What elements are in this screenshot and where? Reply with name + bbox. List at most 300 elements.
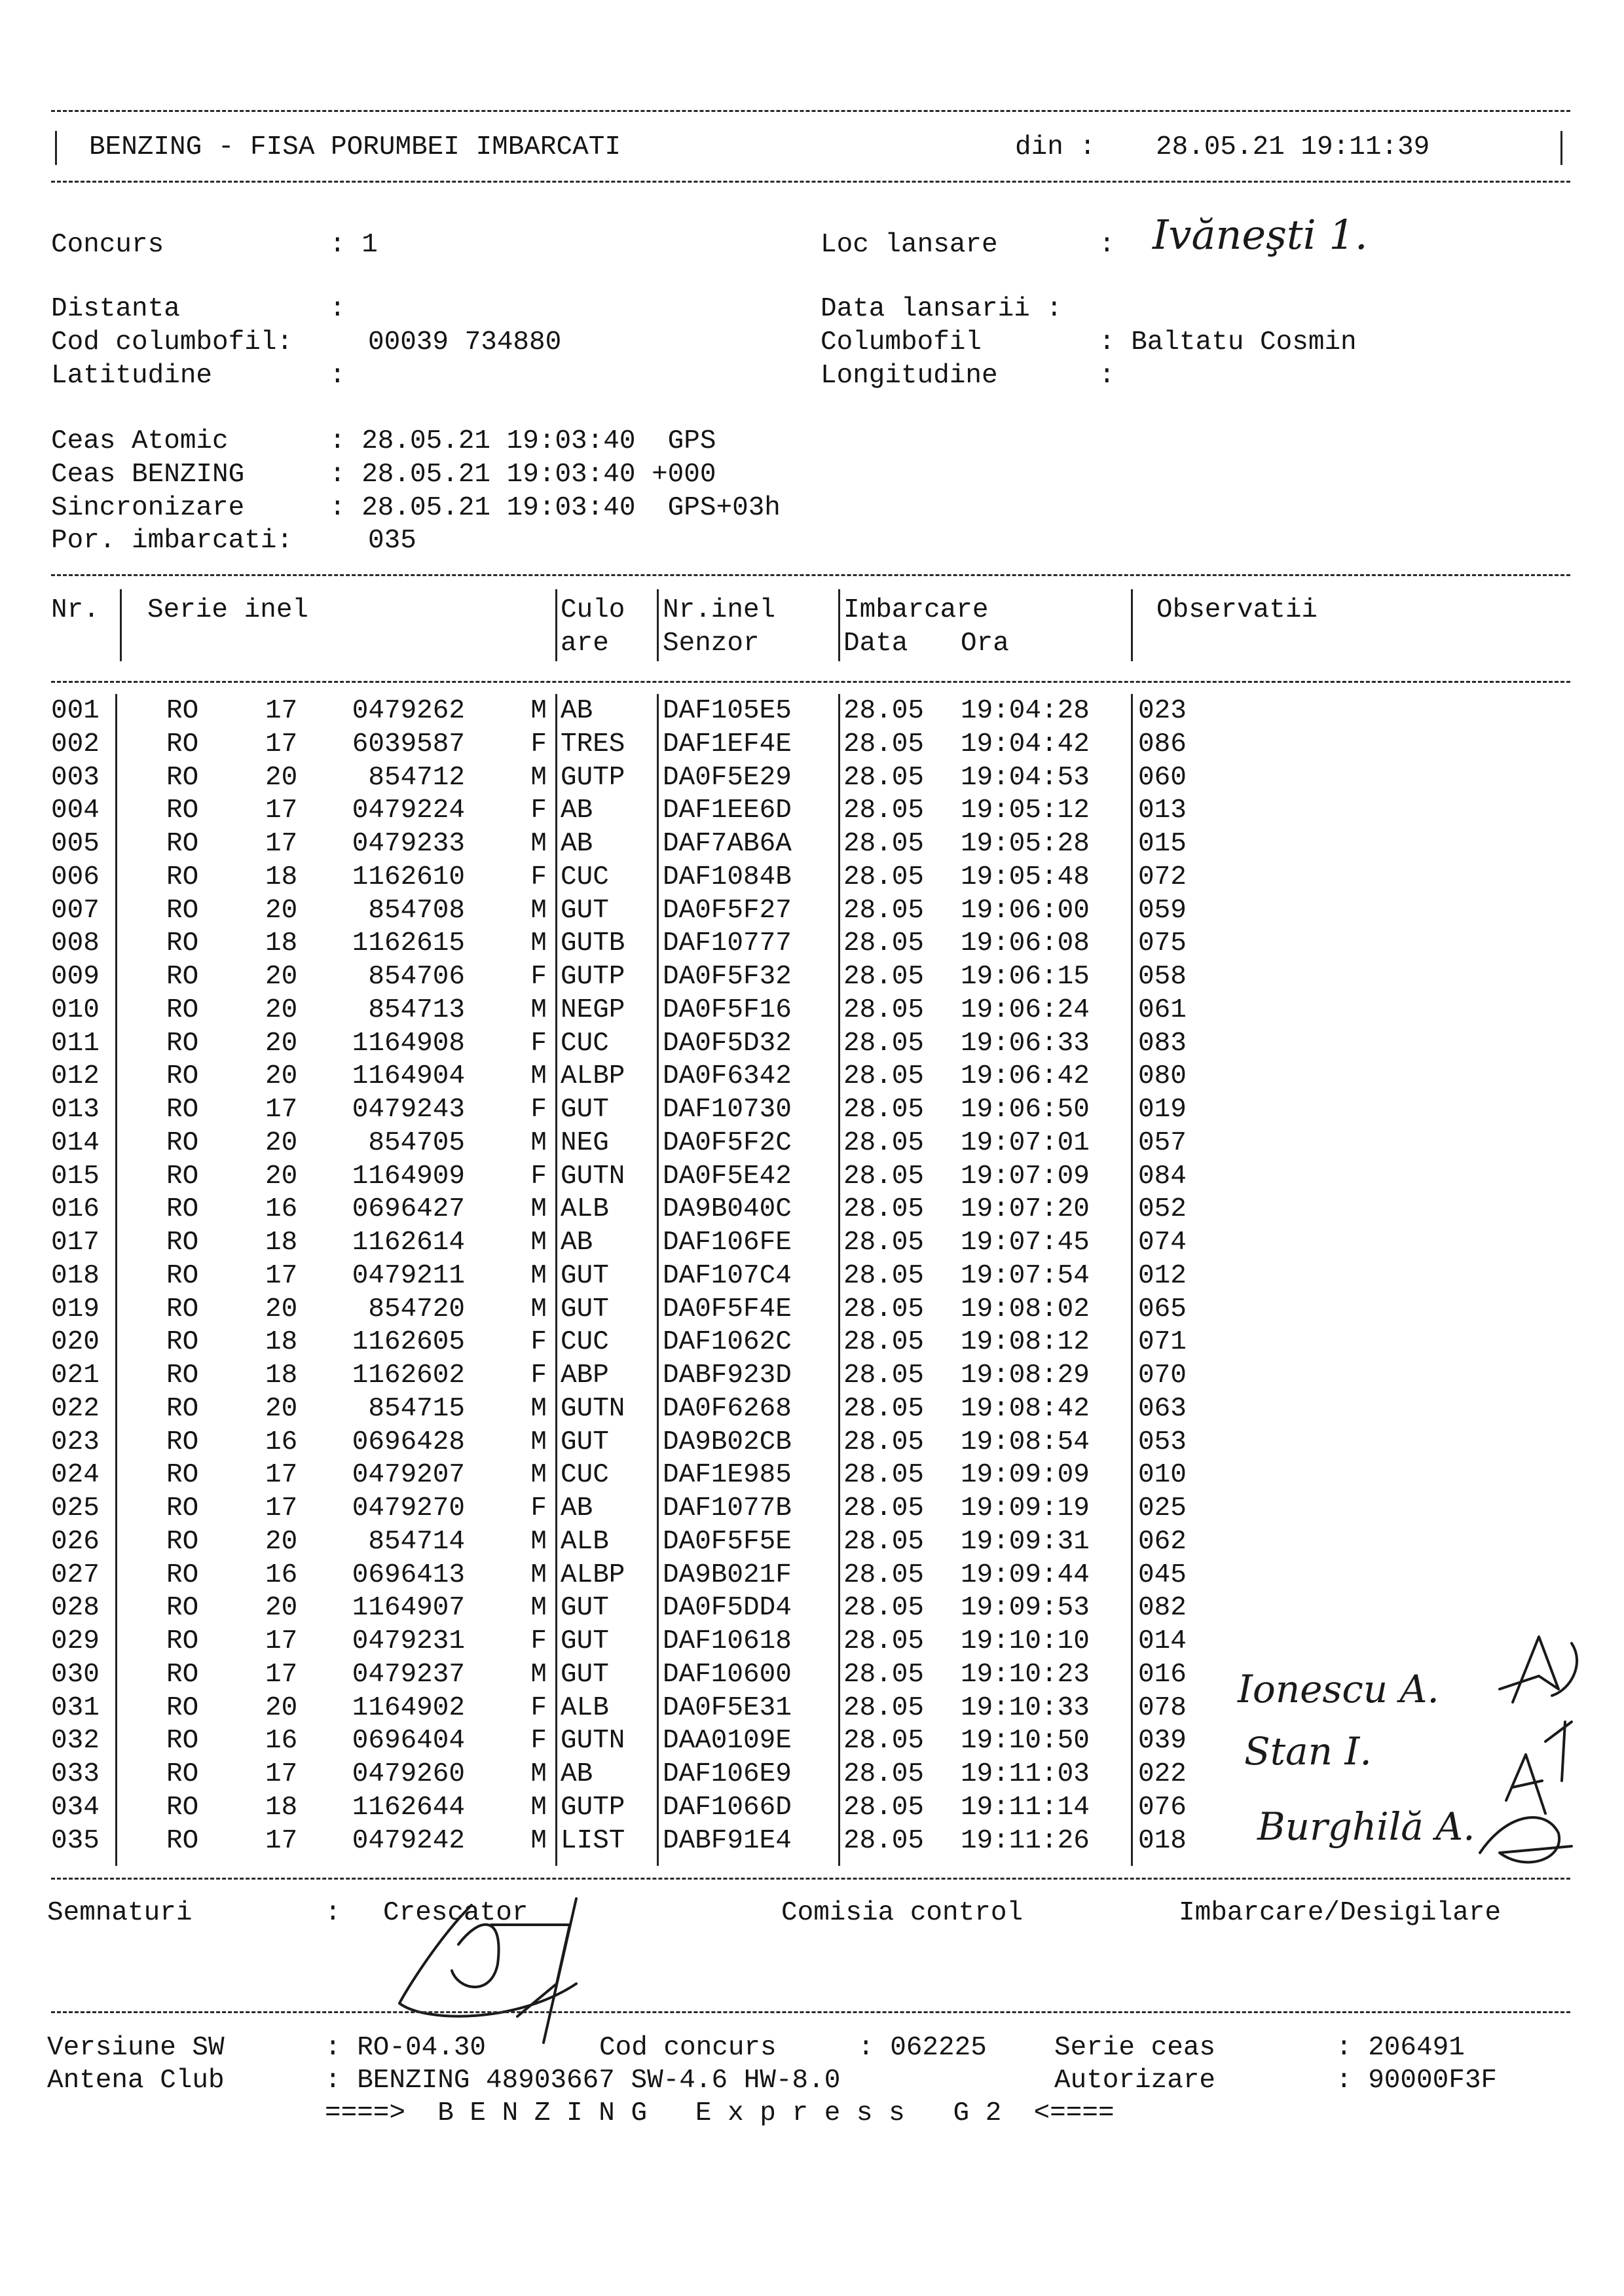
cell-nr: 025 (51, 1493, 100, 1523)
table-row (0, 831, 1624, 864)
cell-sex: M (530, 829, 547, 859)
cell-ora: 19:09:44 (961, 1559, 1090, 1590)
cell-senzor: DA0F6342 (663, 1061, 792, 1092)
col-header-observatii: Observatii (1156, 595, 1318, 625)
cell-ora: 19:08:02 (961, 1294, 1090, 1324)
cell-data: 28.05 (843, 1792, 925, 1823)
concurs-value: : 1 (329, 230, 378, 260)
loc-lansare-handwritten (1153, 203, 1428, 268)
cell-obs: 013 (1138, 795, 1187, 826)
cell-nr: 007 (51, 895, 100, 926)
cell-data: 28.05 (843, 928, 925, 959)
cell-obs: 010 (1138, 1460, 1187, 1491)
cell-nr: 033 (51, 1759, 100, 1789)
cell-an: 20 (265, 1161, 298, 1192)
cell-senzor: DAF107C4 (663, 1260, 792, 1291)
cell-senzor: DAF106FE (663, 1228, 792, 1258)
ceas-benzing-label: Ceas BENZING (51, 460, 245, 490)
cell-senzor: DAF105E5 (663, 696, 792, 726)
cell-senzor: DAF7AB6A (663, 829, 792, 859)
cell-obs: 053 (1138, 1427, 1187, 1457)
cell-culoare: GUTB (561, 928, 625, 959)
autorizare-value: : 90000F3F (1336, 2066, 1498, 2096)
table-header-rule (51, 681, 1570, 683)
cell-tara: RO (166, 762, 199, 793)
cell-inel: 1162602 (352, 1360, 465, 1391)
cell-sex: F (530, 729, 547, 759)
cell-data: 28.05 (843, 994, 925, 1025)
cell-ora: 19:06:00 (961, 895, 1090, 926)
cell-inel: 1164908 (352, 1028, 465, 1059)
cell-culoare: AB (561, 1759, 593, 1789)
cell-an: 20 (265, 1294, 298, 1324)
cell-senzor: DABF91E4 (663, 1825, 792, 1856)
table-bottom-rule (51, 1878, 1570, 1880)
cell-an: 20 (265, 962, 298, 992)
cell-obs: 082 (1138, 1593, 1187, 1624)
cell-an: 18 (265, 1360, 298, 1391)
table-row (0, 797, 1624, 830)
table-row (0, 1063, 1624, 1096)
cell-senzor: DAF10600 (663, 1659, 792, 1690)
cell-culoare: CUC (561, 1327, 609, 1358)
cell-senzor: DAF1062C (663, 1327, 792, 1358)
cell-an: 17 (265, 1626, 298, 1656)
cell-senzor: DA0F5D32 (663, 1028, 792, 1059)
porumbei-imbarcati-label: Por. imbarcati: (51, 526, 293, 556)
cell-an: 17 (265, 1493, 298, 1523)
cell-sex: M (530, 1061, 547, 1092)
cell-culoare: AB (561, 829, 593, 859)
cell-nr: 020 (51, 1327, 100, 1358)
cell-tara: RO (166, 1726, 199, 1757)
cell-an: 18 (265, 1792, 298, 1823)
cell-inel: 0479243 (352, 1095, 465, 1125)
antena-club-label: Antena Club (47, 2066, 225, 2096)
cell-culoare: AB (561, 696, 593, 726)
cell-an: 17 (265, 1659, 298, 1690)
cell-obs: 025 (1138, 1493, 1187, 1523)
serie-ceas-value: : 206491 (1336, 2033, 1465, 2063)
col-header-culo: Culo (561, 595, 625, 625)
cell-culoare: NEG (561, 1127, 609, 1158)
cell-culoare: GUT (561, 1095, 609, 1125)
cell-sex: M (530, 1260, 547, 1291)
cell-tara: RO (166, 862, 199, 892)
cell-senzor: DA9B021F (663, 1559, 792, 1590)
cell-ora: 19:06:24 (961, 994, 1090, 1025)
loc-lansare-colon: : (1099, 230, 1115, 260)
cell-data: 28.05 (843, 1360, 925, 1391)
porumbei-imbarcati-value: 035 (368, 526, 416, 556)
cell-obs: 083 (1138, 1028, 1187, 1059)
cell-an: 17 (265, 1759, 298, 1789)
cell-inel: 0479233 (352, 829, 465, 859)
cell-ora: 19:06:42 (961, 1061, 1090, 1092)
cell-data: 28.05 (843, 1559, 925, 1590)
header-divider (120, 589, 122, 661)
cell-ora: 19:04:42 (961, 729, 1090, 759)
cell-sex: M (530, 1792, 547, 1823)
cell-tara: RO (166, 962, 199, 992)
cell-obs: 078 (1138, 1692, 1187, 1723)
versiune-sw-value: : RO-04.30 (325, 2033, 487, 2063)
sincronizare-label: Sincronizare (51, 493, 245, 523)
cell-culoare: GUTP (561, 1792, 625, 1823)
cell-tara: RO (166, 1692, 199, 1723)
cell-sex: M (530, 696, 547, 726)
header-divider (838, 589, 840, 661)
cell-culoare: AB (561, 1228, 593, 1258)
cell-senzor: DAA0109E (663, 1726, 792, 1757)
cell-sex: F (530, 1360, 547, 1391)
cell-sex: M (530, 1460, 547, 1491)
cell-culoare: ALB (561, 1194, 609, 1225)
cell-data: 28.05 (843, 829, 925, 859)
cell-obs: 058 (1138, 962, 1187, 992)
cod-columbofil-value: 00039 734880 (368, 327, 562, 357)
cell-tara: RO (166, 1659, 199, 1690)
cell-ora: 19:10:33 (961, 1692, 1090, 1723)
columbofil-value: : Baltatu Cosmin (1099, 327, 1357, 357)
cell-sex: M (530, 1127, 547, 1158)
cell-inel: 0696428 (352, 1427, 465, 1457)
cell-senzor: DAF1E985 (663, 1460, 792, 1491)
cell-ora: 19:08:54 (961, 1427, 1090, 1457)
table-row (0, 1526, 1624, 1561)
cell-ora: 19:07:45 (961, 1228, 1090, 1258)
cell-culoare: GUT (561, 1294, 609, 1324)
cell-data: 28.05 (843, 729, 925, 759)
distanta-value: : (329, 294, 346, 324)
cell-obs: 074 (1138, 1228, 1187, 1258)
cell-an: 17 (265, 729, 298, 759)
cell-nr: 024 (51, 1460, 100, 1491)
cod-concurs-value: : 062225 (858, 2033, 987, 2063)
cell-tara: RO (166, 994, 199, 1025)
cell-nr: 014 (51, 1127, 100, 1158)
cell-tara: RO (166, 1095, 199, 1125)
cell-senzor: DAF10730 (663, 1095, 792, 1125)
cell-senzor: DABF923D (663, 1360, 792, 1391)
cell-data: 28.05 (843, 795, 925, 826)
table-row (0, 698, 1624, 731)
cell-culoare: GUTN (561, 1726, 625, 1757)
table-row (0, 762, 1624, 797)
cell-tara: RO (166, 928, 199, 959)
cell-data: 28.05 (843, 1726, 925, 1757)
cell-obs: 059 (1138, 895, 1187, 926)
cell-nr: 035 (51, 1825, 100, 1856)
cell-sex: F (530, 1493, 547, 1523)
cell-nr: 010 (51, 994, 100, 1025)
footer-top-rule (51, 2011, 1570, 2013)
cell-data: 28.05 (843, 1825, 925, 1856)
cell-culoare: GUT (561, 1427, 609, 1457)
cell-obs: 071 (1138, 1327, 1187, 1358)
col-header-nrinel: Nr.inel (663, 595, 776, 625)
cell-obs: 080 (1138, 1061, 1187, 1092)
cell-data: 28.05 (843, 1327, 925, 1358)
col-header-nr: Nr. (51, 595, 100, 625)
cell-nr: 026 (51, 1526, 100, 1557)
cell-nr: 019 (51, 1294, 100, 1324)
cell-inel: 0479260 (352, 1759, 465, 1789)
cell-an: 20 (265, 1028, 298, 1059)
cell-culoare: ALB (561, 1692, 609, 1723)
cell-ora: 19:08:29 (961, 1360, 1090, 1391)
cell-sex: M (530, 1294, 547, 1324)
cell-sex: M (530, 1593, 547, 1624)
table-row (0, 1595, 1624, 1628)
cell-obs: 057 (1138, 1127, 1187, 1158)
cell-inel: 854720 (368, 1294, 465, 1324)
cell-tara: RO (166, 729, 199, 759)
cell-nr: 030 (51, 1659, 100, 1690)
col-header-ora: Ora (961, 629, 1009, 659)
table-row (0, 1163, 1624, 1196)
table-row (0, 1329, 1624, 1362)
cell-senzor: DA0F5E29 (663, 762, 792, 793)
cell-obs: 012 (1138, 1260, 1187, 1291)
handwritten-name: Burghilă A. (1257, 1804, 1475, 1849)
cell-sex: F (530, 962, 547, 992)
cell-an: 16 (265, 1726, 298, 1757)
cell-sex: M (530, 1825, 547, 1856)
cell-data: 28.05 (843, 1526, 925, 1557)
cod-concurs-label: Cod concurs (599, 2033, 777, 2063)
cell-culoare: GUTP (561, 762, 625, 793)
cell-inel: 1164902 (352, 1692, 465, 1723)
cell-culoare: AB (561, 795, 593, 826)
cell-sex: M (530, 928, 547, 959)
cell-ora: 19:09:19 (961, 1493, 1090, 1523)
cell-obs: 063 (1138, 1393, 1187, 1424)
print-timestamp: 28.05.21 19:11:39 (1156, 132, 1430, 162)
cell-obs: 052 (1138, 1194, 1187, 1225)
cell-sex: F (530, 1327, 547, 1358)
cell-ora: 19:05:48 (961, 862, 1090, 892)
cell-nr: 023 (51, 1427, 100, 1457)
cell-inel: 0479242 (352, 1825, 465, 1856)
cell-data: 28.05 (843, 762, 925, 793)
cell-nr: 021 (51, 1360, 100, 1391)
cell-tara: RO (166, 1825, 199, 1856)
cell-culoare: ALBP (561, 1559, 625, 1590)
cell-obs: 015 (1138, 829, 1187, 859)
cell-tara: RO (166, 1792, 199, 1823)
longitudine-label: Longitudine (821, 361, 998, 391)
table-row (0, 1196, 1624, 1229)
cell-obs: 039 (1138, 1726, 1187, 1757)
cell-inel: 1162605 (352, 1327, 465, 1358)
cell-senzor: DAF10618 (663, 1626, 792, 1656)
table-row (0, 964, 1624, 996)
cell-culoare: CUC (561, 862, 609, 892)
cell-ora: 19:07:01 (961, 1127, 1090, 1158)
latitudine-value: : (329, 361, 346, 391)
cell-senzor: DA0F5F32 (663, 962, 792, 992)
ceas-atomic-value: : 28.05.21 19:03:40 GPS (329, 426, 716, 456)
cell-sex: M (530, 1559, 547, 1590)
cell-senzor: DA0F5DD4 (663, 1593, 792, 1624)
cell-data: 28.05 (843, 1161, 925, 1192)
cell-obs: 014 (1138, 1626, 1187, 1656)
cell-inel: 854706 (368, 962, 465, 992)
cell-data: 28.05 (843, 895, 925, 926)
cell-an: 18 (265, 1327, 298, 1358)
cell-ora: 19:06:08 (961, 928, 1090, 959)
cell-ora: 19:10:23 (961, 1659, 1090, 1690)
cell-data: 28.05 (843, 1393, 925, 1424)
table-row (0, 1495, 1624, 1528)
cell-senzor: DA0F5F27 (663, 895, 792, 926)
cell-senzor: DAF10777 (663, 928, 792, 959)
cell-ora: 19:11:26 (961, 1825, 1090, 1856)
cell-inel: 0696413 (352, 1559, 465, 1590)
cell-an: 16 (265, 1194, 298, 1225)
cell-nr: 009 (51, 962, 100, 992)
cell-tara: RO (166, 1061, 199, 1092)
cell-an: 18 (265, 928, 298, 959)
cell-culoare: GUTN (561, 1161, 625, 1192)
cell-senzor: DAF106E9 (663, 1759, 792, 1789)
cell-an: 18 (265, 862, 298, 892)
cell-culoare: LIST (561, 1825, 625, 1856)
table-row (0, 731, 1624, 764)
cell-culoare: GUTP (561, 962, 625, 992)
cell-nr: 032 (51, 1726, 100, 1757)
cell-an: 17 (265, 829, 298, 859)
table-row (0, 1296, 1624, 1329)
columbofil-label: Columbofil (821, 327, 982, 357)
cell-nr: 028 (51, 1593, 100, 1624)
cell-senzor: DA0F6268 (663, 1393, 792, 1424)
cell-nr: 002 (51, 729, 100, 759)
cell-data: 28.05 (843, 1127, 925, 1158)
cell-an: 16 (265, 1559, 298, 1590)
table-row (0, 1230, 1624, 1262)
cell-ora: 19:06:50 (961, 1095, 1090, 1125)
autorizare-label: Autorizare (1054, 2066, 1216, 2096)
cell-inel: 1164904 (352, 1061, 465, 1092)
cell-data: 28.05 (843, 862, 925, 892)
cell-senzor: DA0F5F2C (663, 1127, 792, 1158)
cell-culoare: CUC (561, 1028, 609, 1059)
din-label: din : (1015, 132, 1096, 162)
cell-inel: 854713 (368, 994, 465, 1025)
cell-obs: 072 (1138, 862, 1187, 892)
cell-sex: M (530, 1659, 547, 1690)
cell-sex: F (530, 795, 547, 826)
cell-an: 17 (265, 1095, 298, 1125)
cell-culoare: TRES (561, 729, 625, 759)
cell-tara: RO (166, 1393, 199, 1424)
cell-obs: 084 (1138, 1161, 1187, 1192)
cell-data: 28.05 (843, 1493, 925, 1523)
cell-tara: RO (166, 1460, 199, 1491)
cell-tara: RO (166, 795, 199, 826)
cell-ora: 19:05:12 (961, 795, 1090, 826)
table-row (0, 1127, 1624, 1163)
col-header-serie: Serie inel (147, 595, 309, 625)
cell-an: 20 (265, 1127, 298, 1158)
cell-inel: 6039587 (352, 729, 465, 759)
versiune-sw-label: Versiune SW (47, 2033, 225, 2063)
cell-senzor: DAF1084B (663, 862, 792, 892)
cell-tara: RO (166, 895, 199, 926)
cell-inel: 0479231 (352, 1626, 465, 1656)
cell-an: 20 (265, 1061, 298, 1092)
cell-obs: 022 (1138, 1759, 1187, 1789)
table-top-rule (51, 574, 1570, 576)
cell-data: 28.05 (843, 1028, 925, 1059)
cell-an: 20 (265, 1393, 298, 1424)
cell-sex: M (530, 1194, 547, 1225)
table-row (0, 1559, 1624, 1595)
cell-ora: 19:06:15 (961, 962, 1090, 992)
cell-inel: 0479270 (352, 1493, 465, 1523)
cell-obs: 018 (1138, 1825, 1187, 1856)
ceas-atomic-label: Ceas Atomic (51, 426, 229, 456)
cell-data: 28.05 (843, 1194, 925, 1225)
cell-tara: RO (166, 696, 199, 726)
cell-sex: F (530, 1095, 547, 1125)
cell-nr: 003 (51, 762, 100, 793)
header-right-bar (1560, 131, 1562, 165)
cell-data: 28.05 (843, 1427, 925, 1457)
cell-sex: F (530, 1028, 547, 1059)
cell-inel: 1162644 (352, 1792, 465, 1823)
cell-ora: 19:09:09 (961, 1460, 1090, 1491)
cell-data: 28.05 (843, 1460, 925, 1491)
comisia-control-label: Comisia control (781, 1898, 1024, 1928)
cell-tara: RO (166, 1593, 199, 1624)
cell-tara: RO (166, 1526, 199, 1557)
cell-an: 20 (265, 1593, 298, 1624)
cell-sex: M (530, 1526, 547, 1557)
cell-inel: 0696427 (352, 1194, 465, 1225)
cell-data: 28.05 (843, 1593, 925, 1624)
cell-an: 16 (265, 1427, 298, 1457)
cell-inel: 0479211 (352, 1260, 465, 1291)
cell-ora: 19:08:42 (961, 1393, 1090, 1424)
cell-culoare: NEGP (561, 994, 625, 1025)
cell-nr: 008 (51, 928, 100, 959)
cell-tara: RO (166, 1327, 199, 1358)
cell-sex: F (530, 1161, 547, 1192)
cell-nr: 031 (51, 1692, 100, 1723)
table-row (0, 864, 1624, 897)
benzing-brand-line: ====> B E N Z I N G E x p r e s s G 2 <==== (325, 2098, 1115, 2128)
cell-culoare: CUC (561, 1460, 609, 1491)
cell-an: 18 (265, 1228, 298, 1258)
cell-obs: 045 (1138, 1559, 1187, 1590)
header-divider (657, 589, 659, 661)
top-rule (51, 110, 1570, 112)
cell-ora: 19:08:12 (961, 1327, 1090, 1358)
handwritten-name: Ionescu A. (1238, 1667, 1439, 1711)
data-lansarii-label: Data lansarii : (821, 294, 1063, 324)
cell-tara: RO (166, 829, 199, 859)
cell-nr: 017 (51, 1228, 100, 1258)
cell-culoare: GUT (561, 1593, 609, 1624)
cell-senzor: DA0F5F4E (663, 1294, 792, 1324)
cell-inel: 0479224 (352, 795, 465, 826)
longitudine-value: : (1099, 361, 1115, 391)
cell-data: 28.05 (843, 1692, 925, 1723)
cell-culoare: GUT (561, 1260, 609, 1291)
